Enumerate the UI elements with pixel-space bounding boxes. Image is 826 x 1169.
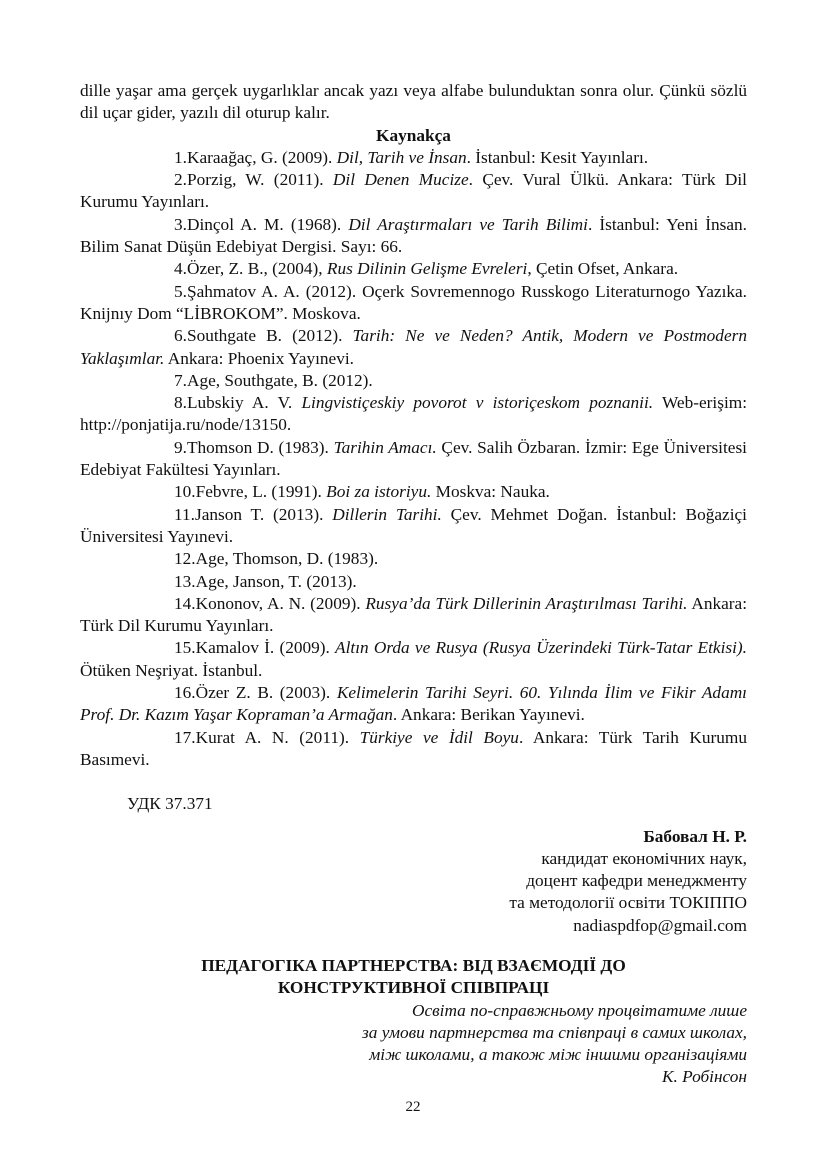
reference-author: Age, Thomson, D. (1983). <box>195 549 379 569</box>
reference-number: 3. <box>174 214 187 234</box>
reference-author: Kurat A. N. (2011). <box>195 727 360 747</box>
reference-number: 16. <box>174 683 196 703</box>
author-email: nadiaspdfop@gmail.com <box>573 915 747 935</box>
reference-item <box>80 392 747 437</box>
reference-author: Özer Z. B. (2003). <box>195 683 337 703</box>
reference-item <box>80 727 747 772</box>
reference-details: Moskva: Nauka. <box>431 482 550 502</box>
article-title <box>80 955 747 1000</box>
epigraph <box>80 1000 747 1089</box>
epigraph-line-3: між школами, а також між іншими організаціями <box>369 1045 747 1065</box>
reference-details: Çev. Salih Özbaran. İzmir: Ege Üniversitesi Edebiyat Fakültesi Yayınları. <box>80 437 747 480</box>
reference-author: Janson T. (2013). <box>194 504 333 524</box>
reference-number: 9. <box>174 437 187 457</box>
reference-title: Tarih: Ne ve Neden? Antik, Modern ve Postmodern Yaklaşımlar. <box>80 326 747 368</box>
reference-details: Ankara: Phoenix Yayınevi. <box>164 348 354 368</box>
reference-title: Tarihin Amacı. <box>333 437 437 457</box>
reference-title: Dil Denen Mucize <box>332 170 469 190</box>
author-position: доцент кафедри менеджменту <box>526 871 747 891</box>
intro-paragraph <box>80 80 747 125</box>
reference-title: Kelimelerin Tarihi Seyri. 60. Yılında İlim ve Fikir Adamı Prof. Dr. Kazım Yaşar Kopraman’a Armağan <box>80 683 747 725</box>
reference-number: 17. <box>174 727 196 747</box>
author-block <box>80 826 747 937</box>
reference-title: Dil Araştırmaları ve Tarih Bilimi <box>348 214 588 234</box>
reference-number: 14. <box>174 593 196 613</box>
reference-number: 4. <box>174 259 187 279</box>
reference-item <box>80 169 747 214</box>
reference-author: Age, Janson, T. (2013). <box>195 571 357 591</box>
reference-author: Lubskiy A. V. <box>186 393 302 413</box>
reference-number: 7. <box>174 370 187 390</box>
reference-item <box>80 325 747 370</box>
document-page <box>80 80 747 1089</box>
reference-details: . Ankara: Berikan Yayınevi. <box>392 705 585 725</box>
reference-author: Age, Southgate, B. (2012). <box>186 370 373 390</box>
reference-number: 15. <box>174 638 196 658</box>
reference-title: Boi za istoriyu. <box>326 482 432 502</box>
reference-item <box>80 281 747 326</box>
intro-line-2: Çünkü sözlü dil uçar gider, yazılı dil oturup kalır. <box>80 81 748 123</box>
reference-item <box>80 481 747 503</box>
reference-author: Şahmatov A. A. (2012). Oçerk Sovremennogo Russkogo Literaturnogo Yazıka. Knijnıy Dom “LİBROKOM”. Moskova. <box>80 281 747 323</box>
reference-item <box>80 571 747 593</box>
reference-title: Rus Dilinin Gelişme Evreleri <box>326 259 528 279</box>
article-title-line-1: ПЕДАГОГІКА ПАРТНЕРСТВА: ВІД ВЗАЄМОДІЇ ДО <box>201 955 626 975</box>
reference-title: Dil, Tarih ve İnsan <box>336 147 467 167</box>
reference-details: Web-erişim: http://ponjatija.ru/node/13150. <box>80 393 747 435</box>
reference-author: Kononov, A. N. (2009). <box>195 593 366 613</box>
epigraph-line-1: Освіта по-справжньому процвітатиме лише <box>412 1000 747 1020</box>
reference-number: 8. <box>174 393 187 413</box>
reference-details: , Çetin Ofset, Ankara. <box>527 259 679 279</box>
epigraph-attribution: К. Робінсон <box>662 1067 747 1087</box>
reference-author: Kamalov İ. (2009). <box>195 638 336 658</box>
reference-title: Türkiye ve İdil Boyu <box>359 727 519 747</box>
reference-details: Çev. Mehmet Doğan. İstanbul: Boğaziçi Üniversitesi Yayınevi. <box>80 504 747 546</box>
reference-author: Febvre, L. (1991). <box>195 482 327 502</box>
reference-author: Özer, Z. B., (2004), <box>186 259 327 279</box>
reference-number: 10. <box>174 482 196 502</box>
reference-item <box>80 504 747 549</box>
reference-details: . İstanbul: Kesit Yayınları. <box>466 147 649 167</box>
reference-title: Dillerin Tarihi. <box>332 504 442 524</box>
epigraph-line-2: за умови партнерства та співпраці в самих школах, <box>362 1022 747 1042</box>
reference-details: . Çev. Vural Ülkü. Ankara: Türk Dil Kurumu Yayınları. <box>80 170 747 212</box>
reference-details: . İstanbul: Yeni İnsan. Bilim Sanat Düşün Edebiyat Dergisi. Sayı: 66. <box>80 214 747 257</box>
author-name: Бабовал Н. Р. <box>643 826 747 846</box>
intro-line-1: dille yaşar ama gerçek uygarlıklar ancak yazı veya alfabe bulunduktan sonra olur. <box>80 81 655 100</box>
reference-author: Thomson D. (1983). <box>186 437 334 457</box>
author-degree: кандидат економічних наук, <box>541 848 747 868</box>
reference-item <box>80 147 747 169</box>
reference-item <box>80 593 747 638</box>
reference-number: 1. <box>174 147 187 167</box>
reference-item <box>80 682 747 727</box>
page-number: 22 <box>405 1099 421 1115</box>
reference-item <box>80 437 747 482</box>
reference-number: 6. <box>174 326 187 346</box>
reference-item <box>80 258 747 280</box>
reference-item <box>80 548 747 570</box>
reference-title: Rusya’da Türk Dillerinin Araştırılması Tarihi. <box>365 593 688 613</box>
reference-number: 2. <box>174 170 187 190</box>
reference-number: 11. <box>174 504 195 524</box>
references-list <box>80 147 747 771</box>
references-heading: Kaynakça <box>376 125 451 145</box>
reference-number: 13. <box>174 571 196 591</box>
reference-author: Porzig, W. (2011). <box>186 170 333 190</box>
reference-item <box>80 214 747 259</box>
udk-code: УДК 37.371 <box>127 794 213 814</box>
reference-details: . Ankara: Türk Tarih Kurumu Basımevi. <box>80 727 747 769</box>
reference-details: Ötüken Neşriyat. İstanbul. <box>80 660 263 680</box>
reference-title: Lingvistiçeskiy povorot v istoriçeskom poznanii. <box>301 393 654 413</box>
reference-details: Ankara: Türk Dil Kurumu Yayınları. <box>80 593 747 636</box>
reference-title: Altın Orda ve Rusya (Rusya Üzerindeki Türk-Tatar Etkisi). <box>335 638 747 658</box>
reference-author: Dinçol A. M. (1968). <box>186 214 349 234</box>
author-institution: та методології освіти ТОКІППО <box>509 893 747 913</box>
reference-item <box>80 637 747 682</box>
reference-number: 12. <box>174 549 196 569</box>
reference-author: Southgate B. (2012). <box>186 326 353 346</box>
reference-item <box>80 370 747 392</box>
reference-author: Karaağaç, G. (2009). <box>186 147 337 167</box>
article-title-line-2: КОНСТРУКТИВНОЇ СПІВПРАЦІ <box>277 978 550 998</box>
reference-number: 5. <box>174 281 187 301</box>
